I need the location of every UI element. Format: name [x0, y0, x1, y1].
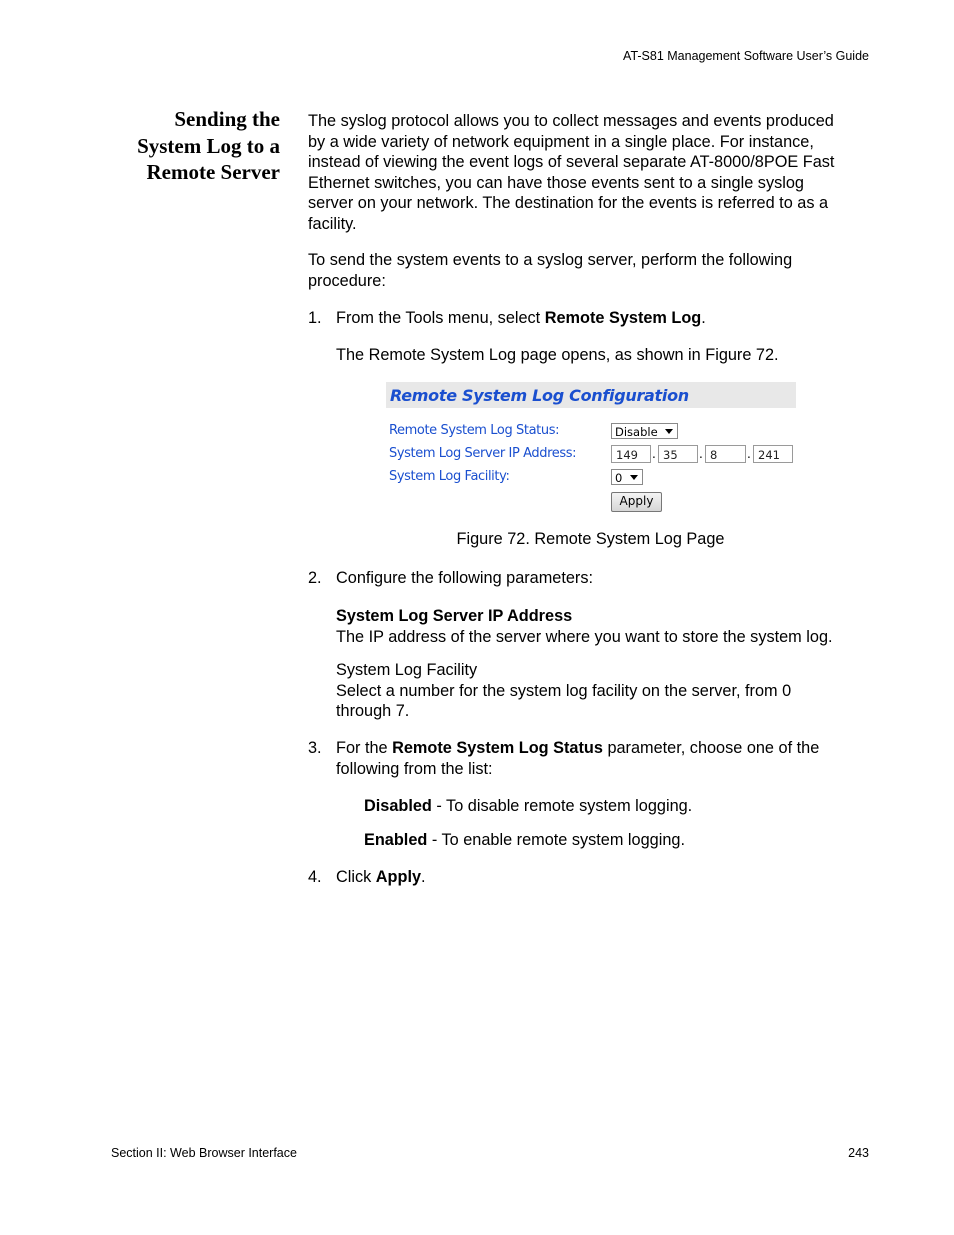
figure-title: Remote System Log Configuration [390, 386, 689, 405]
option-disabled [364, 796, 864, 817]
section-heading-line: System Log to a [137, 133, 280, 158]
ip-octet-3-input[interactable]: 8 [705, 445, 746, 463]
ip-separator: . [699, 447, 703, 461]
section-heading [60, 106, 280, 186]
facility-select[interactable] [611, 469, 643, 485]
step-number: 4. [308, 868, 322, 886]
facility-select-value: 0 [615, 471, 623, 485]
button-name: Apply [375, 868, 422, 886]
text-run: Click [336, 868, 376, 886]
ip-octet-2-input[interactable]: 35 [658, 445, 698, 463]
footer-section: Section II: Web Browser Interface [111, 1146, 297, 1160]
option-name: Disabled [364, 797, 432, 815]
option-name: Enabled [364, 831, 428, 849]
text-line: following from the list: [336, 759, 493, 778]
chevron-down-icon [665, 429, 673, 434]
text-run: For the [336, 739, 393, 757]
status-label: Remote System Log Status: [389, 423, 560, 438]
running-header: AT-S81 Management Software User’s Guide [623, 49, 869, 63]
step-1-text [336, 308, 873, 329]
param-description: The IP address of the server where you want to store the system log. [336, 627, 833, 646]
intro-paragraph [308, 111, 873, 234]
text-line: To send the system events to a syslog server, perform the following [308, 251, 793, 269]
remote-system-log-figure [386, 382, 798, 514]
ip-separator: . [747, 447, 751, 461]
text-run: parameter, choose one of the [602, 739, 820, 757]
param-description-line: through 7. [336, 702, 410, 720]
param-description-line: Select a number for the system log facility on the server, from 0 [336, 681, 792, 700]
step-4-text [336, 867, 873, 888]
apply-button[interactable]: Apply [611, 492, 662, 512]
step-number: 3. [308, 739, 322, 757]
text-line: Ethernet switches, you can have those events sent to a single syslog [308, 173, 804, 192]
text-line: The syslog protocol allows you to collect messages and events produced [308, 112, 834, 130]
ip-octet-4-input[interactable]: 241 [753, 445, 793, 463]
step-3-text [336, 738, 873, 779]
option-enabled [364, 830, 864, 851]
figure-caption: Figure 72. Remote System Log Page [456, 530, 725, 548]
chevron-down-icon [630, 475, 638, 480]
ip-label: System Log Server IP Address: [389, 446, 577, 461]
step-number: 2. [308, 569, 322, 587]
text-line: facility. [308, 214, 357, 233]
ip-octet-1-input[interactable]: 149 [611, 445, 651, 463]
param-title: System Log Facility [336, 661, 478, 679]
step-number: 1. [308, 309, 322, 327]
step-1-note: The Remote System Log page opens, as shown in Figure 72. [336, 346, 779, 364]
text-line: instead of viewing the event logs of several separate AT-8000/8POE Fast [308, 153, 835, 171]
text-line: procedure: [308, 271, 386, 290]
text-run: From the Tools menu, select [336, 309, 545, 327]
ip-separator: . [652, 447, 656, 461]
text-run: . [701, 309, 706, 327]
step-2-text: Configure the following parameters: [336, 569, 594, 587]
parameter-name: Remote System Log Status [392, 739, 603, 757]
text-line: server on your network. The destination for the events is referred to as a [308, 194, 829, 212]
status-select[interactable] [611, 423, 678, 439]
menu-item-name: Remote System Log [544, 309, 702, 327]
text-run: . [421, 868, 426, 886]
text-line: by a wide variety of network equipment in a single place. For instance, [308, 132, 814, 151]
option-description: - To disable remote system logging. [431, 797, 693, 815]
param-facility-block [336, 660, 873, 722]
param-ip-block [336, 606, 873, 647]
text-line [336, 738, 873, 759]
section-heading-line: Remote Server [146, 160, 280, 184]
figure-title-bar [386, 382, 796, 408]
page-number: 243 [848, 1146, 869, 1160]
section-heading-line: Sending the [174, 107, 280, 131]
status-select-value: Disable [615, 425, 658, 439]
param-title: System Log Server IP Address [336, 607, 573, 625]
option-description: - To enable remote system logging. [427, 831, 685, 849]
procedure-intro [308, 250, 873, 291]
facility-label: System Log Facility: [389, 469, 510, 484]
